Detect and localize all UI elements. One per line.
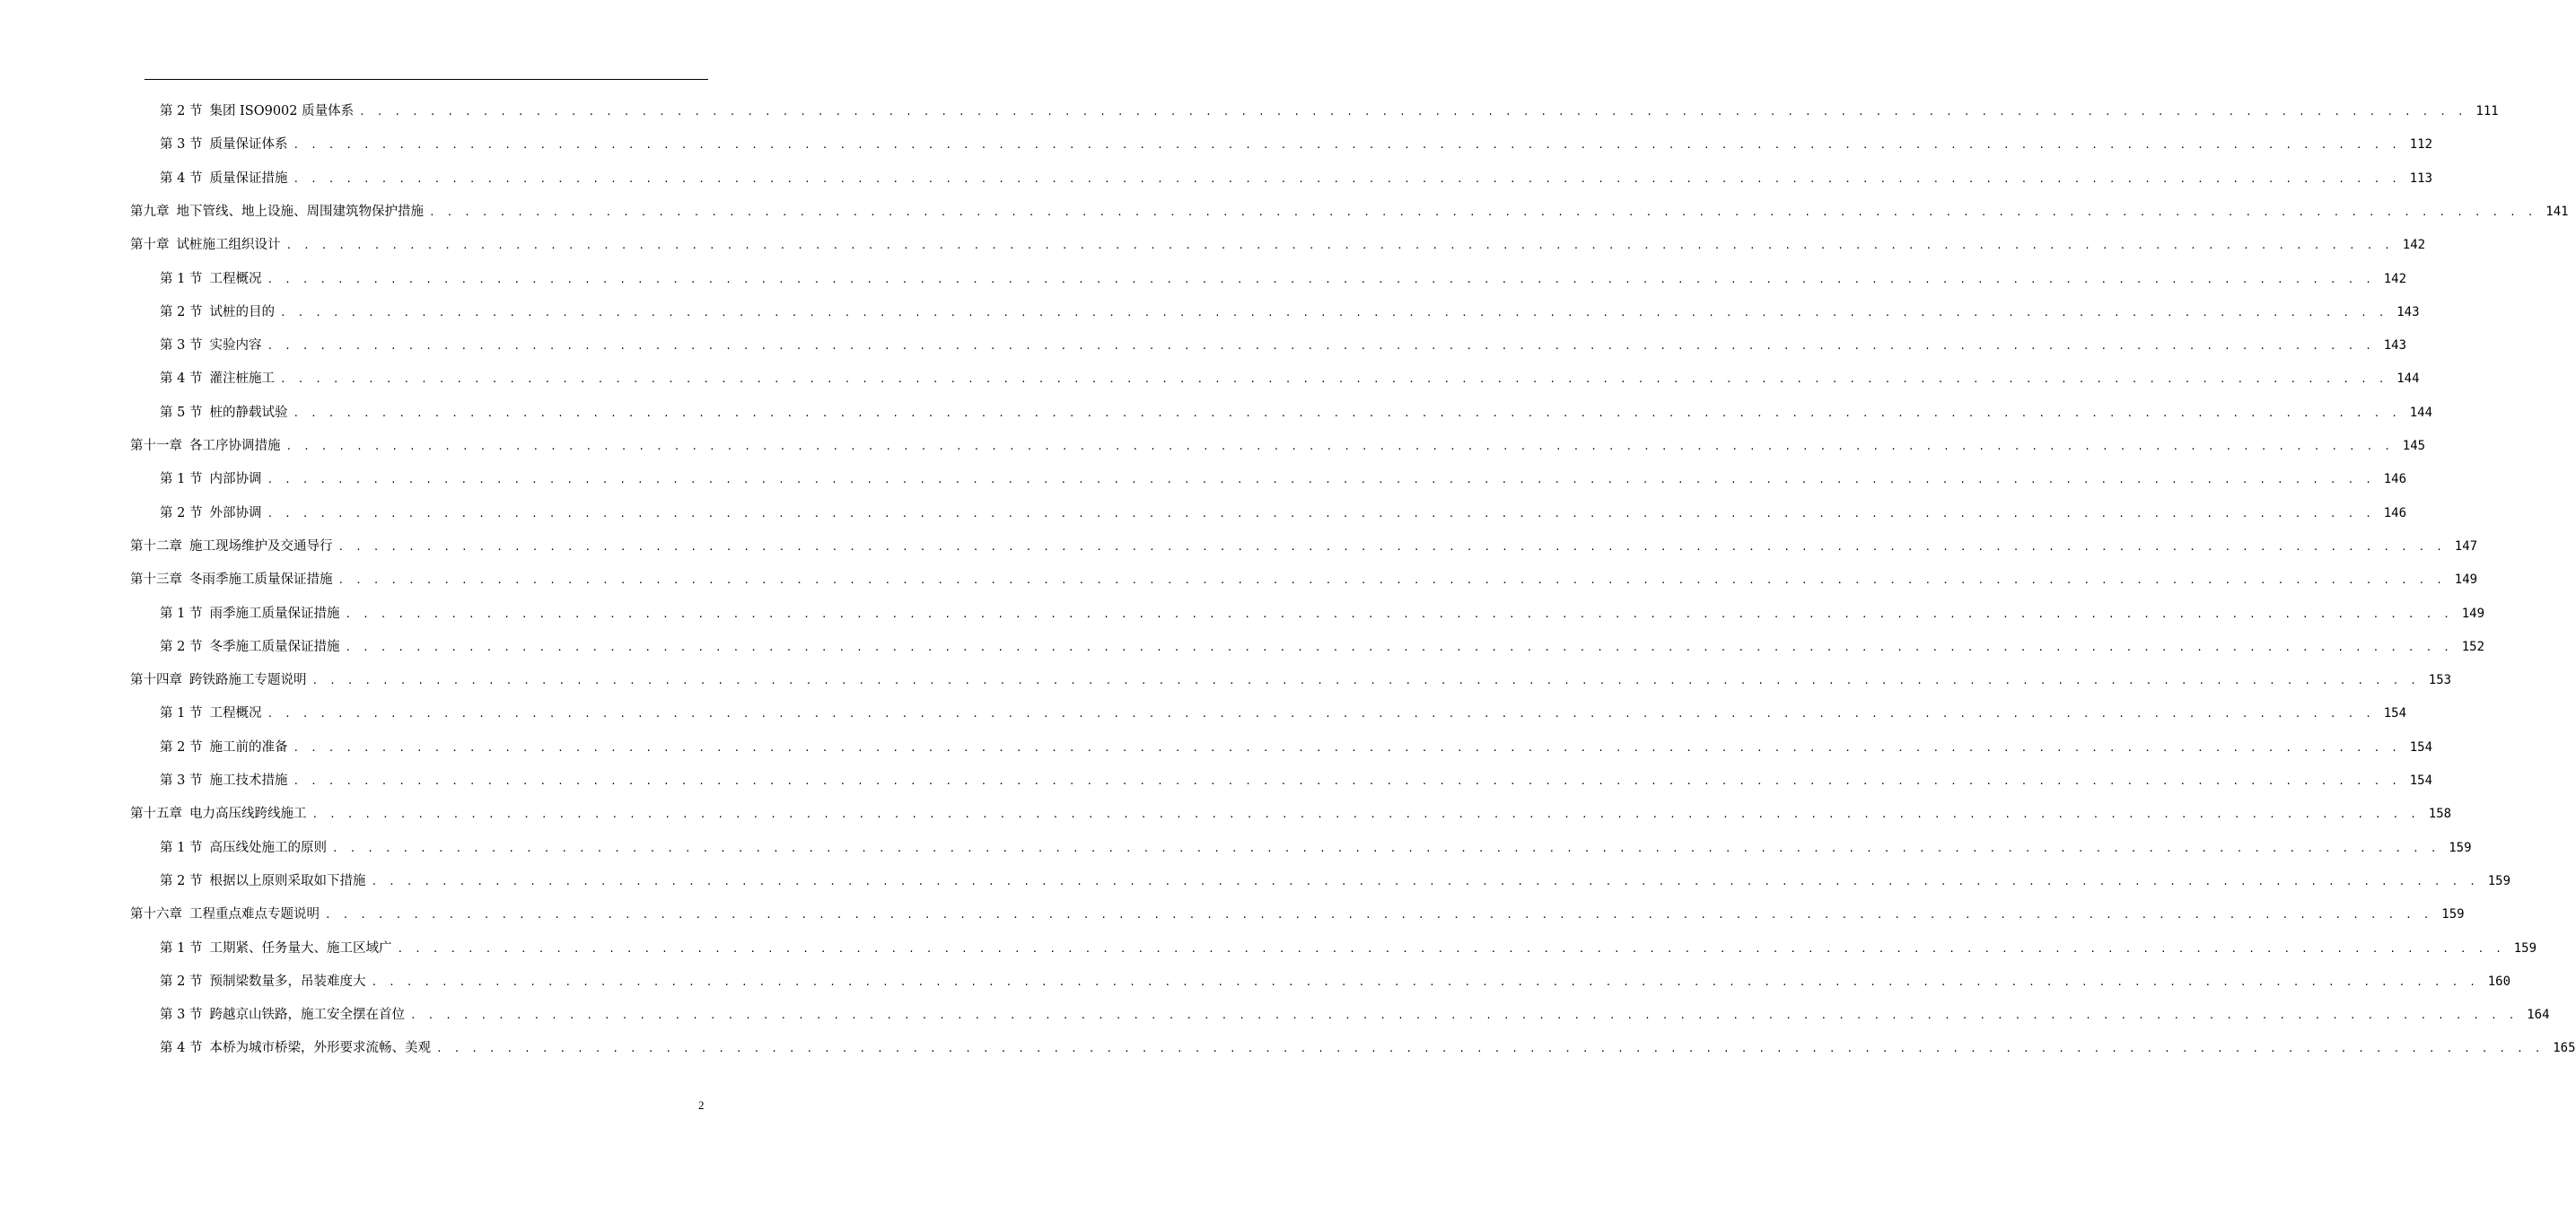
toc-entry[interactable]: [160, 703, 2407, 724]
toc-entry-page: 158: [2428, 807, 2452, 822]
toc-entry-page: 153: [2428, 673, 2452, 688]
toc-entry-number: 第 2 节: [160, 739, 203, 755]
dot-leader: . . . . . . . . . . . . . . . . . . . . . . . . . . . . . . . . . . . . . . . . . . . . . . . . . . . . . . . . . . . . . . . . . . . . . . . . . . . . . . . . . . . . . . . . . . . . . . . . . . . . . . . . . . . . . . . . . . . . . . . .: [279, 306, 2388, 319]
dot-leader: . . . . . . . . . . . . . . . . . . . . . . . . . . . . . . . . . . . . . . . . . . . . . . . . . . . . . . . . . . . . . . . . . . . . . . . . . . . . . . . . . . . . . . . . . . . . . . . . . . . . . . . . . . . . . . . . . . . . . . . .: [337, 540, 2446, 553]
toc-entry[interactable]: [160, 100, 2499, 122]
dot-leader: . . . . . . . . . . . . . . . . . . . . . . . . . . . . . . . . . . . . . . . . . . . . . . . . . . . . . . . . . . . . . . . . . . . . . . . . . . . . . . . . . . . . . . . . . . . . . . . . . . . . . . . . . . . . . . . . . . . . . . . .: [345, 607, 2453, 620]
toc-entry-title: 桩的静载试验: [209, 405, 288, 420]
toc-entry-page: 146: [2383, 472, 2407, 487]
toc-entry-number: 第 2 节: [160, 639, 203, 654]
dot-leader: . . . . . . . . . . . . . . . . . . . . . . . . . . . . . . . . . . . . . . . . . . . . . . . . . . . . . . . . . . . . . . . . . . . . . . . . . . . . . . . . . . . . . . . . . . . . . . . . . . . . . . . . . . . . . . . . . . . . . . . .: [293, 139, 2401, 152]
toc-entry-number: 第 1 节: [160, 472, 203, 487]
dot-leader: . . . . . . . . . . . . . . . . . . . . . . . . . . . . . . . . . . . . . . . . . . . . . . . . . . . . . . . . . . . . . . . . . . . . . . . . . . . . . . . . . . . . . . . . . . . . . . . . . . . . . . . . . . . . . . . . . . . . . . . .: [331, 842, 2440, 854]
toc-entry-number: 第 1 节: [160, 271, 203, 286]
toc-entry-page: 142: [2402, 238, 2426, 253]
dot-leader: . . . . . . . . . . . . . . . . . . . . . . . . . . . . . . . . . . . . . . . . . . . . . . . . . . . . . . . . . . . . . . . . . . . . . . . . . . . . . . . . . . . . . . . . . . . . . . . . . . . . . . . . . . . . . . . . . . . . . . . .: [293, 741, 2401, 754]
dot-leader: . . . . . . . . . . . . . . . . . . . . . . . . . . . . . . . . . . . . . . . . . . . . . . . . . . . . . . . . . . . . . . . . . . . . . . . . . . . . . . . . . . . . . . . . . . . . . . . . . . . . . . . . . . . . . . . . . . . . . . . .: [325, 909, 2432, 922]
toc-entry-page: 146: [2383, 505, 2407, 520]
toc-entry[interactable]: [160, 468, 2407, 490]
dot-leader: . . . . . . . . . . . . . . . . . . . . . . . . . . . . . . . . . . . . . . . . . . . . . . . . . . . . . . . . . . . . . . . . . . . . . . . . . . . . . . . . . . . . . . . . . . . . . . . . . . . . . . . . . . . . . . . . . . . . . . . .: [267, 507, 2375, 520]
toc-entry[interactable]: [130, 569, 2478, 590]
toc-entry-page: 159: [2487, 873, 2511, 888]
dot-leader: . . . . . . . . . . . . . . . . . . . . . . . . . . . . . . . . . . . . . . . . . . . . . . . . . . . . . . . . . . . . . . . . . . . . . . . . . . . . . . . . . . . . . . . . . . . . . . . . . . . . . . . . . . . . . . . . . . . . . . . .: [345, 641, 2453, 653]
dot-leader: . . . . . . . . . . . . . . . . . . . . . . . . . . . . . . . . . . . . . . . . . . . . . . . . . . . . . . . . . . . . . . . . . . . . . . . . . . . . . . . . . . . . . . . . . . . . . . . . . . . . . . . . . . . . . . . . . . . . . . . .: [311, 675, 2420, 687]
toc-entry-title: 实验内容: [209, 338, 262, 354]
toc-entry[interactable]: [130, 803, 2452, 825]
toc-entry-number: 第 2 节: [160, 505, 203, 520]
toc-entry-number: 第 2 节: [160, 304, 203, 319]
toc-entry-title: 冬雨季施工质量保证措施: [189, 572, 333, 588]
toc-entry-title: 工期紧、任务量大、施工区域广: [209, 940, 392, 956]
toc-entry-page: 160: [2487, 974, 2511, 989]
toc-entry[interactable]: [130, 904, 2465, 925]
toc-entry[interactable]: [130, 435, 2426, 457]
toc-entry-number: 第十章: [130, 238, 170, 253]
toc-entry[interactable]: [160, 302, 2420, 323]
dot-leader: . . . . . . . . . . . . . . . . . . . . . . . . . . . . . . . . . . . . . . . . . . . . . . . . . . . . . . . . . . . . . . . . . . . . . . . . . . . . . . . . . . . . . . . . . . . . . . . . . . . . . . . . . . . . . . . . . . . . . . . .: [409, 1009, 2518, 1022]
toc-entry-title: 雨季施工质量保证措施: [209, 606, 340, 621]
toc-entry-number: 第 2 节: [160, 104, 203, 118]
toc-entry-title: 冬季施工质量保证措施: [209, 639, 340, 654]
toc-entry[interactable]: [130, 669, 2452, 691]
dot-leader: . . . . . . . . . . . . . . . . . . . . . . . . . . . . . . . . . . . . . . . . . . . . . . . . . . . . . . . . . . . . . . . . . . . . . . . . . . . . . . . . . . . . . . . . . . . . . . . . . . . . . . . . . . . . . . . . . . . . . . . .: [429, 205, 2537, 218]
toc-entry-title: 跨越京山铁路，施工安全摆在首位: [209, 1008, 405, 1023]
dot-leader: . . . . . . . . . . . . . . . . . . . . . . . . . . . . . . . . . . . . . . . . . . . . . . . . . . . . . . . . . . . . . . . . . . . . . . . . . . . . . . . . . . . . . . . . . . . . . . . . . . . . . . . . . . . . . . . . . . . . . . . .: [285, 441, 2394, 452]
toc-entry-page: 149: [2461, 606, 2485, 621]
toc-entry[interactable]: [130, 201, 2569, 223]
dot-leader: . . . . . . . . . . . . . . . . . . . . . . . . . . . . . . . . . . . . . . . . . . . . . . . . . . . . . . . . . . . . . . . . . . . . . . . . . . . . . . . . . . . . . . . . . . . . . . . . . . . . . . . . . . . . . . . . . . . . . . . .: [397, 942, 2505, 955]
dot-leader: . . . . . . . . . . . . . . . . . . . . . . . . . . . . . . . . . . . . . . . . . . . . . . . . . . . . . . . . . . . . . . . . . . . . . . . . . . . . . . . . . . . . . . . . . . . . . . . . . . . . . . . . . . . . . . . . . . . . . . . .: [435, 1043, 2544, 1055]
toc-entry-title: 施工现场维护及交通导行: [189, 538, 333, 554]
toc-entry-number: 第 3 节: [160, 338, 203, 354]
toc-entry-page: 165: [2553, 1041, 2576, 1056]
toc-entry[interactable]: [160, 402, 2433, 424]
toc-entry-title: 试桩的目的: [209, 304, 275, 319]
toc-entry-number: 第 1 节: [160, 940, 203, 956]
toc-entry-page: 141: [2545, 204, 2569, 219]
toc-entry-number: 第十二章: [130, 538, 182, 554]
toc-entry[interactable]: [160, 268, 2407, 290]
toc-entry[interactable]: [160, 1004, 2550, 1026]
toc-entry-page: 159: [2513, 940, 2537, 956]
toc-entry-title: 集团 ISO9002 质量体系: [209, 104, 355, 118]
toc-entry[interactable]: [160, 971, 2511, 992]
dot-leader: . . . . . . . . . . . . . . . . . . . . . . . . . . . . . . . . . . . . . . . . . . . . . . . . . . . . . . . . . . . . . . . . . . . . . . . . . . . . . . . . . . . . . . . . . . . . . . . . . . . . . . . . . . . . . . . . . . . . . . . .: [293, 775, 2401, 787]
toc-entry-number: 第十一章: [130, 439, 182, 453]
toc-entry-title: 施工前的准备: [209, 739, 288, 755]
toc-entry-title: 各工序协调措施: [189, 439, 281, 453]
toc-entry-title: 工程概况: [209, 706, 262, 721]
toc-entry-page: 164: [2527, 1008, 2550, 1023]
toc-entry-number: 第 2 节: [160, 873, 203, 888]
toc-entry-page: 144: [2409, 405, 2433, 420]
toc-entry-number: 第 2 节: [160, 974, 203, 989]
toc-entry[interactable]: [160, 870, 2511, 892]
toc-entry-number: 第 3 节: [160, 137, 203, 153]
toc-entry[interactable]: [160, 938, 2537, 959]
dot-leader: . . . . . . . . . . . . . . . . . . . . . . . . . . . . . . . . . . . . . . . . . . . . . . . . . . . . . . . . . . . . . . . . . . . . . . . . . . . . . . . . . . . . . . . . . . . . . . . . . . . . . . . . . . . . . . . . . . . . . . . .: [371, 975, 2479, 988]
toc-entry[interactable]: [160, 636, 2485, 658]
toc-entry-title: 根据以上原则采取如下措施: [209, 873, 366, 888]
toc-entry[interactable]: [160, 335, 2407, 356]
toc-entry-title: 电力高压线跨线施工: [189, 807, 307, 822]
toc-entry[interactable]: [160, 737, 2433, 758]
toc-entry-number: 第十三章: [130, 572, 182, 588]
toc-entry-page: 144: [2396, 371, 2420, 387]
toc-entry-number: 第 4 节: [160, 371, 203, 387]
toc-entry-number: 第 3 节: [160, 1008, 203, 1023]
toc-entry-page: 154: [2409, 773, 2433, 788]
toc-entry-number: 第 5 节: [160, 405, 203, 420]
dot-leader: . . . . . . . . . . . . . . . . . . . . . . . . . . . . . . . . . . . . . . . . . . . . . . . . . . . . . . . . . . . . . . . . . . . . . . . . . . . . . . . . . . . . . . . . . . . . . . . . . . . . . . . . . . . . . . . . . . . . . . . .: [267, 708, 2375, 721]
toc-entry-number: 第 1 节: [160, 840, 203, 855]
dot-leader: . . . . . . . . . . . . . . . . . . . . . . . . . . . . . . . . . . . . . . . . . . . . . . . . . . . . . . . . . . . . . . . . . . . . . . . . . . . . . . . . . . . . . . . . . . . . . . . . . . . . . . . . . . . . . . . . . . . . . . . .: [371, 875, 2479, 887]
dot-leader: . . . . . . . . . . . . . . . . . . . . . . . . . . . . . . . . . . . . . . . . . . . . . . . . . . . . . . . . . . . . . . . . . . . . . . . . . . . . . . . . . . . . . . . . . . . . . . . . . . . . . . . . . . . . . . . . . . . . . . . .: [285, 240, 2394, 252]
toc-entry[interactable]: [160, 603, 2485, 625]
toc-entry-title: 本桥为城市桥梁，外形要求流畅、美观: [209, 1041, 431, 1056]
dot-leader: . . . . . . . . . . . . . . . . . . . . . . . . . . . . . . . . . . . . . . . . . . . . . . . . . . . . . . . . . . . . . . . . . . . . . . . . . . . . . . . . . . . . . . . . . . . . . . . . . . . . . . . . . . . . . . . . . . . . . . . .: [267, 474, 2375, 486]
toc-entry-page: 143: [2396, 304, 2420, 319]
toc-entry-page: 145: [2402, 439, 2426, 453]
toc-entry-number: 第 1 节: [160, 606, 203, 621]
toc-entry[interactable]: [160, 502, 2407, 524]
toc-entry-title: 工程重点难点专题说明: [189, 907, 320, 922]
toc-entry-page: 154: [2409, 739, 2433, 755]
dot-leader: . . . . . . . . . . . . . . . . . . . . . . . . . . . . . . . . . . . . . . . . . . . . . . . . . . . . . . . . . . . . . . . . . . . . . . . . . . . . . . . . . . . . . . . . . . . . . . . . . . . . . . . . . . . . . . . . . . . . . . . .: [337, 574, 2446, 587]
toc-entry-title: 内部协调: [209, 472, 262, 487]
toc-entry-page: 149: [2454, 572, 2478, 588]
toc-entry-page: 152: [2461, 639, 2485, 654]
toc-entry-number: 第 4 节: [160, 170, 203, 186]
toc-entry-title: 工程概况: [209, 271, 262, 286]
toc-entry-page: 112: [2409, 137, 2433, 153]
toc-entry-page: 142: [2383, 271, 2407, 286]
toc-entry-number: 第九章: [130, 204, 170, 219]
toc-entry-page: 159: [2449, 840, 2472, 855]
dot-leader: . . . . . . . . . . . . . . . . . . . . . . . . . . . . . . . . . . . . . . . . . . . . . . . . . . . . . . . . . . . . . . . . . . . . . . . . . . . . . . . . . . . . . . . . . . . . . . . . . . . . . . . . . . . . . . . . . . . . . . . .: [267, 340, 2375, 353]
toc-entry[interactable]: [160, 134, 2433, 155]
toc-entry[interactable]: [160, 837, 2472, 859]
toc-entry-number: 第 3 节: [160, 773, 203, 788]
dot-leader: . . . . . . . . . . . . . . . . . . . . . . . . . . . . . . . . . . . . . . . . . . . . . . . . . . . . . . . . . . . . . . . . . . . . . . . . . . . . . . . . . . . . . . . . . . . . . . . . . . . . . . . . . . . . . . . . . . . . . . . .: [279, 373, 2388, 386]
toc-entry-title: 高压线处施工的原则: [209, 840, 327, 855]
toc-entry-number: 第十六章: [130, 907, 182, 922]
toc-entry-page: 159: [2441, 907, 2465, 922]
toc-entry-title: 灌注桩施工: [209, 371, 275, 387]
dot-leader: . . . . . . . . . . . . . . . . . . . . . . . . . . . . . . . . . . . . . . . . . . . . . . . . . . . . . . . . . . . . . . . . . . . . . . . . . . . . . . . . . . . . . . . . . . . . . . . . . . . . . . . . . . . . . . . . . . . . . . . .: [293, 172, 2401, 185]
toc-entry-title: 预制梁数量多，吊装难度大: [209, 974, 366, 989]
toc-entry-number: 第十四章: [130, 673, 182, 688]
dot-leader: . . . . . . . . . . . . . . . . . . . . . . . . . . . . . . . . . . . . . . . . . . . . . . . . . . . . . . . . . . . . . . . . . . . . . . . . . . . . . . . . . . . . . . . . . . . . . . . . . . . . . . . . . . . . . . . . . . . . . . . .: [311, 808, 2420, 821]
toc-entry[interactable]: [160, 770, 2433, 791]
toc-entry[interactable]: [130, 234, 2426, 256]
toc-entry-title: 外部协调: [209, 505, 262, 520]
dot-leader: . . . . . . . . . . . . . . . . . . . . . . . . . . . . . . . . . . . . . . . . . . . . . . . . . . . . . . . . . . . . . . . . . . . . . . . . . . . . . . . . . . . . . . . . . . . . . . . . . . . . . . . . . . . . . . . . . . . . . . . .: [359, 106, 2466, 118]
dot-leader: . . . . . . . . . . . . . . . . . . . . . . . . . . . . . . . . . . . . . . . . . . . . . . . . . . . . . . . . . . . . . . . . . . . . . . . . . . . . . . . . . . . . . . . . . . . . . . . . . . . . . . . . . . . . . . . . . . . . . . . .: [293, 406, 2401, 419]
toc-entry[interactable]: [160, 168, 2433, 189]
toc-entry-title: 施工技术措施: [209, 773, 288, 788]
toc-entry-page: 147: [2454, 538, 2478, 554]
toc-entry-page: 154: [2383, 706, 2407, 721]
toc-entry-page: 111: [2475, 104, 2499, 118]
toc-entry-title: 地下管线、地上设施、周围建筑物保护措施: [176, 204, 424, 219]
toc-entry-page: 113: [2409, 170, 2433, 186]
toc-entry[interactable]: [130, 536, 2478, 557]
toc-entry-title: 试桩施工组织设计: [176, 238, 281, 253]
toc-entry-number: 第 1 节: [160, 706, 203, 721]
toc-entry-number: 第十五章: [130, 807, 182, 822]
toc-entry[interactable]: [160, 368, 2420, 389]
toc-entry-title: 质量保证体系: [209, 137, 288, 153]
toc-entry-page: 143: [2383, 338, 2407, 354]
toc-entry-title: 质量保证措施: [209, 170, 288, 186]
toc-entry-title: 跨铁路施工专题说明: [189, 673, 307, 688]
dot-leader: . . . . . . . . . . . . . . . . . . . . . . . . . . . . . . . . . . . . . . . . . . . . . . . . . . . . . . . . . . . . . . . . . . . . . . . . . . . . . . . . . . . . . . . . . . . . . . . . . . . . . . . . . . . . . . . . . . . . . . . .: [267, 273, 2375, 285]
page-number: 2: [698, 1098, 705, 1112]
toc-entry[interactable]: [160, 1037, 2576, 1059]
toc-entry-number: 第 4 节: [160, 1041, 203, 1056]
header-rule: [145, 79, 708, 80]
